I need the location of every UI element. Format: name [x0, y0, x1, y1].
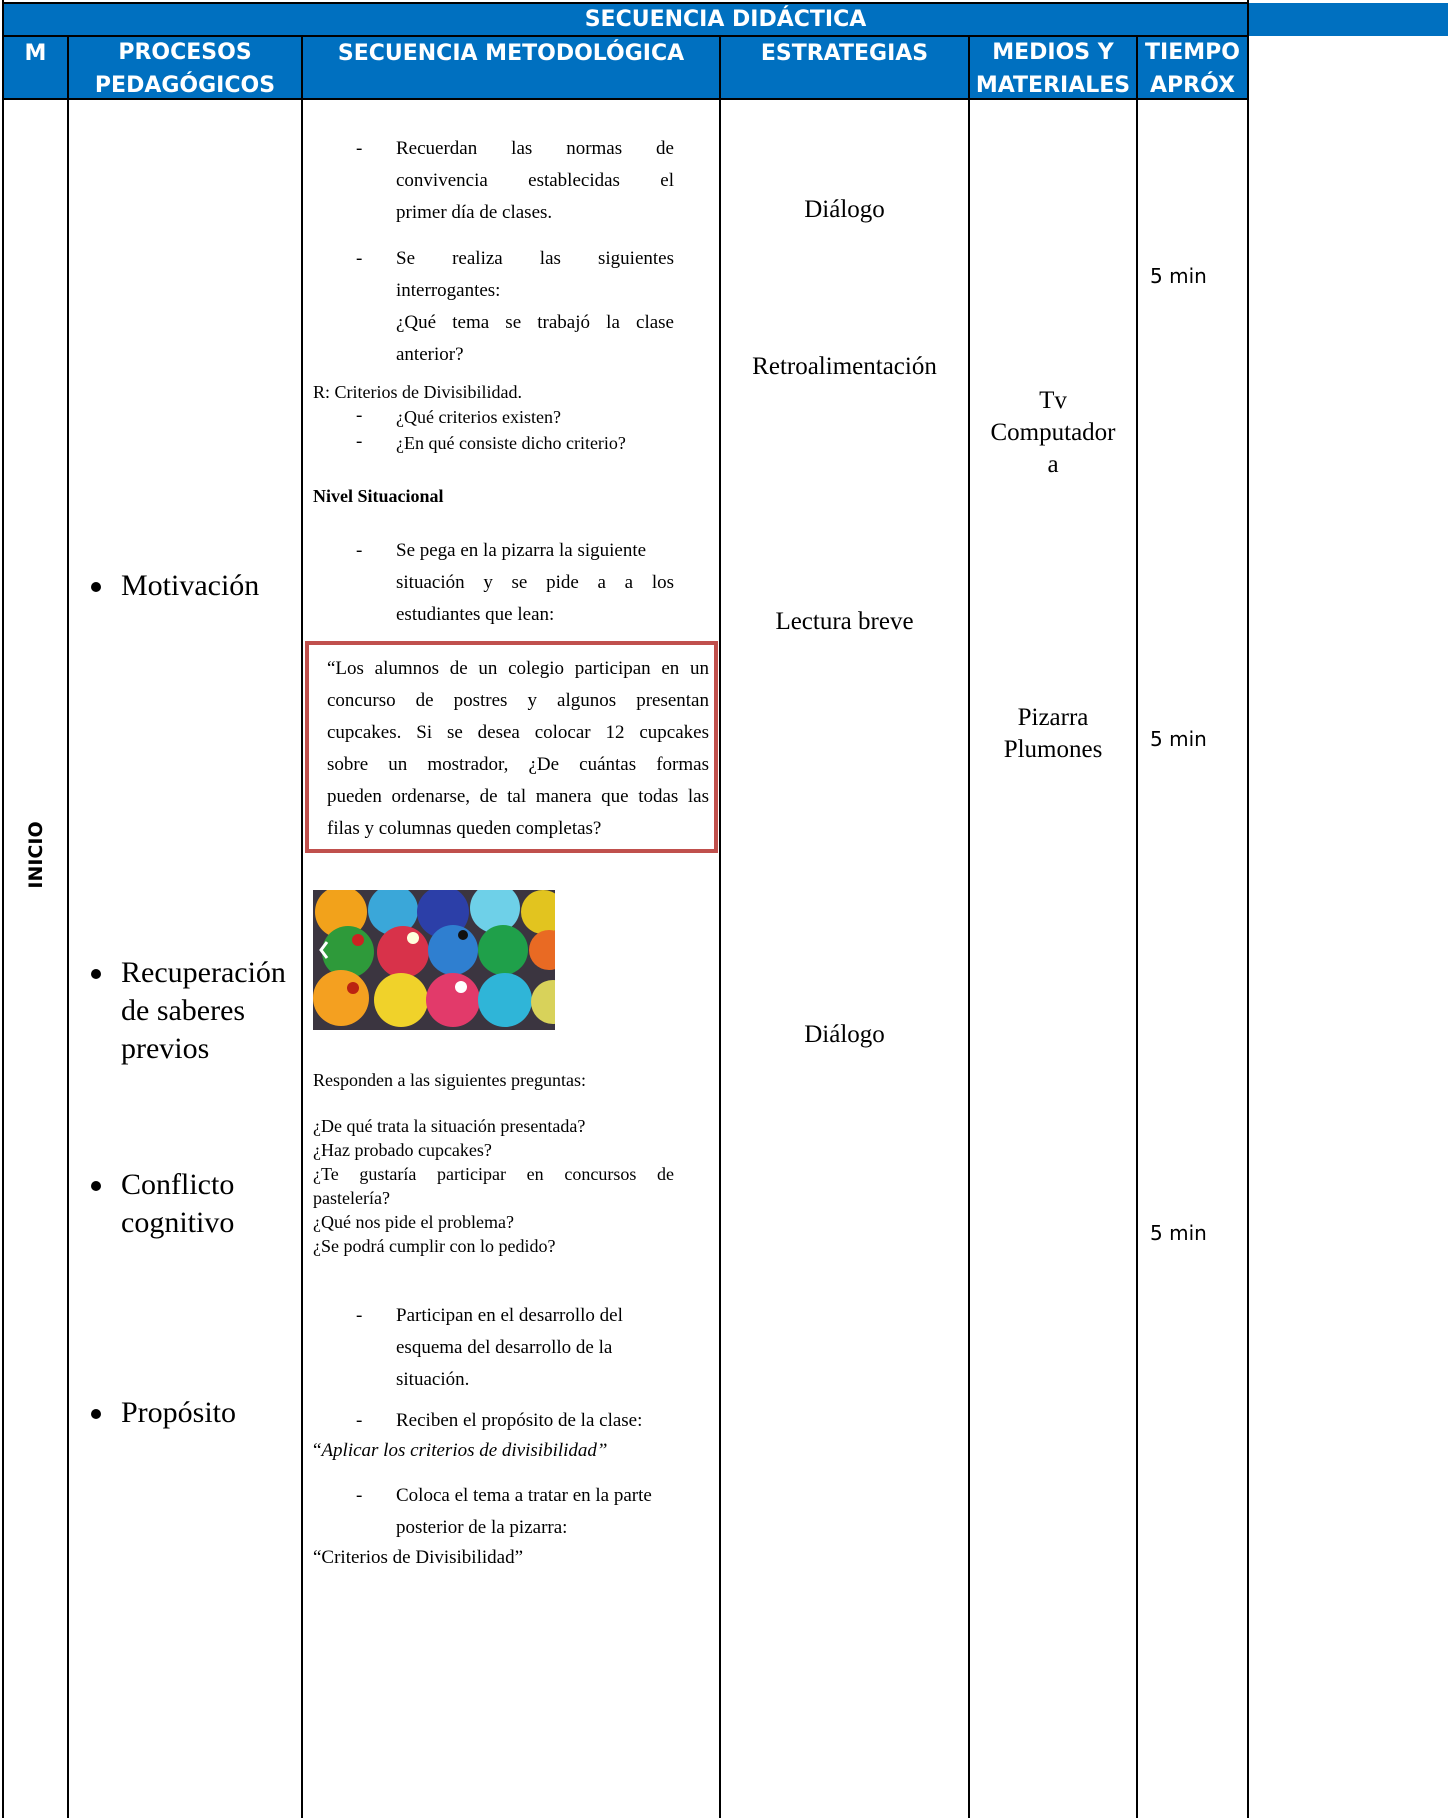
- header-tiempo-line1: TIEMPO: [1145, 40, 1240, 65]
- divider-secuencia: [719, 35, 721, 1818]
- secuencia-item-interrogantes: [396, 243, 674, 371]
- table-title: SECUENCIA DIDÁCTICA: [3, 3, 1448, 36]
- left-border: [2, 0, 4, 1818]
- top-border: [2, 2, 1249, 4]
- header-tiempo-line2: APRÓX: [1150, 73, 1235, 98]
- title-divider: [2, 35, 1249, 37]
- proposito-text: Aplicar los criterios de divisibilidad: [321, 1440, 597, 1461]
- estrategia-dialogo-1: Diálogo: [804, 196, 885, 223]
- divider-medios: [1136, 35, 1138, 1818]
- cupcakes-image: [313, 890, 555, 1030]
- item2-line2: interrogantes:: [396, 280, 501, 301]
- column-header-secuencia: [302, 36, 720, 99]
- medio-computadora-end: a: [1047, 451, 1059, 478]
- item1-line1: Recuerdan las normas de: [396, 138, 674, 159]
- medio-computadora: Computador: [990, 419, 1116, 446]
- pregunta-3-line2: pastelería?: [313, 1188, 390, 1208]
- respuesta-text: R: Criterios de Divisibilidad.: [313, 382, 522, 402]
- responden-text: Responden a las siguientes preguntas:: [313, 1070, 586, 1090]
- header-estrategias-label: ESTRATEGIAS: [760, 41, 929, 66]
- pregunta-consiste: ¿En qué consiste dicho criterio?: [396, 433, 626, 453]
- dash-marker: -: [356, 405, 363, 426]
- secuencia-item-situacion: [396, 535, 674, 631]
- item1-line2: convivencia establecidas el: [396, 170, 674, 191]
- item6-line2: posterior de la pizarra:: [396, 1517, 568, 1538]
- estrategia-lectura: Lectura breve: [775, 608, 914, 635]
- pregunta-3-line1: ¿Te gustaría participar en concursos de: [313, 1164, 674, 1184]
- pregunta-4: ¿Qué nos pide el problema?: [313, 1212, 514, 1232]
- proposito-quote: “Aplicar los criterios de divisibilidad”: [313, 1440, 608, 1461]
- box-line6: filas y columnas queden completas?: [327, 818, 602, 839]
- box-line3: cupcakes. Si se desea colocar 12 cupcakes: [327, 722, 709, 743]
- nivel-situacional: Nivel Situacional: [313, 486, 444, 506]
- pregunta-1: ¿De qué trata la situación presentada?: [313, 1116, 586, 1136]
- right-border: [1247, 0, 1249, 1818]
- header-m-label: M: [24, 41, 47, 66]
- bullet-icon: [91, 1181, 101, 1191]
- situacion-problema-box: [305, 641, 718, 853]
- header-procesos-line2: PEDAGÓGICOS: [94, 73, 276, 98]
- dash-marker: -: [356, 1485, 363, 1506]
- item4-line3: situación.: [396, 1369, 470, 1390]
- column-header-estrategias: [720, 36, 969, 99]
- dash-marker: -: [356, 540, 363, 561]
- proceso-recuperacion-line2: de saberes: [121, 994, 246, 1027]
- item2-line4: anterior?: [396, 344, 464, 365]
- secuencia-item-proposito: Reciben el propósito de la clase:: [396, 1410, 643, 1431]
- item3-line1: Se pega en la pizarra la siguiente: [396, 540, 647, 561]
- item4-line2: esquema del desarrollo de la: [396, 1337, 613, 1358]
- medio-pizarra: Pizarra: [1017, 704, 1089, 731]
- divider-procesos: [301, 35, 303, 1818]
- dash-marker: -: [356, 431, 363, 452]
- secuencia-item-esquema: [396, 1300, 623, 1396]
- header-medios-line2: MATERIALES: [975, 73, 1131, 98]
- tiempo-3: 5 min: [1150, 1221, 1207, 1245]
- proceso-conflicto: [121, 1163, 234, 1245]
- estrategia-dialogo-2: Diálogo: [804, 1021, 885, 1048]
- proceso-motivacion: Motivación: [121, 569, 260, 602]
- estrategia-retroalimentacion: Retroalimentación: [752, 353, 937, 380]
- medio-plumones: Plumones: [1003, 736, 1103, 763]
- proceso-conflicto-line1: Conflicto: [121, 1168, 235, 1201]
- item2-line3: ¿Qué tema se trabajó la clase: [396, 312, 674, 333]
- divider-estrategias: [968, 35, 970, 1818]
- pregunta-criterios: ¿Qué criterios existen?: [396, 407, 561, 427]
- header-medios-line1: MEDIOS Y: [992, 40, 1114, 65]
- secuencia-item-normas: [396, 133, 674, 229]
- header-procesos-line1: PROCESOS: [118, 40, 252, 65]
- dash-marker: -: [356, 138, 363, 159]
- medios-pizarra-plumones: [969, 702, 1137, 766]
- box-line5: pueden ordenarse, de tal manera que todas las: [327, 786, 709, 807]
- preguntas-list: [313, 1114, 674, 1258]
- pregunta-5: ¿Se podrá cumplir con lo pedido?: [313, 1236, 556, 1256]
- bullet-icon: [91, 1409, 101, 1419]
- item2-line1: Se realiza las siguientes: [396, 248, 674, 269]
- header-secuencia-label: SECUENCIA METODOLÓGICA: [337, 41, 685, 66]
- proceso-recuperacion-line1: Recuperación: [121, 956, 286, 989]
- item3-line3: estudiantes que lean:: [396, 604, 555, 625]
- column-header-procesos: [68, 36, 302, 99]
- item1-line3: primer día de clases.: [396, 202, 553, 223]
- medios-tv-computadora: [969, 385, 1137, 481]
- box-line1: “Los alumnos de un colegio participan en un: [327, 658, 709, 679]
- dash-marker: -: [356, 1410, 363, 1431]
- tema-text: “Criterios de Divisibilidad”: [313, 1547, 524, 1568]
- bullet-icon: [91, 582, 101, 592]
- bullet-icon: [91, 969, 101, 979]
- tiempo-2: 5 min: [1150, 727, 1207, 751]
- proceso-recuperacion-line3: previos: [121, 1032, 210, 1065]
- column-header-m: [3, 36, 68, 99]
- box-line4: sobre un mostrador, ¿De cuántas formas: [327, 754, 709, 775]
- dash-marker: -: [356, 1305, 363, 1326]
- item3-line2: situación y se pide a a los: [396, 572, 674, 593]
- column-header-tiempo: [1137, 36, 1248, 99]
- column-header-medios: [969, 36, 1137, 99]
- situacion-problema-text: [327, 653, 709, 845]
- moment-label: INICIO: [25, 821, 47, 889]
- proceso-proposito: Propósito: [121, 1396, 237, 1429]
- tiempo-1: 5 min: [1150, 264, 1207, 288]
- divider-m: [67, 35, 69, 1818]
- cupcakes-illustration: [313, 890, 555, 1030]
- box-line2: concurso de postres y algunos presentan: [327, 690, 709, 711]
- dash-marker: -: [356, 248, 363, 269]
- item6-line1: Coloca el tema a tratar en la parte: [396, 1485, 652, 1506]
- pregunta-2: ¿Haz probado cupcakes?: [313, 1140, 492, 1160]
- medio-tv: Tv: [1039, 387, 1067, 414]
- proceso-conflicto-line2: cognitivo: [121, 1206, 235, 1239]
- header-divider: [2, 98, 1249, 100]
- proceso-recuperacion: [121, 951, 286, 1071]
- secuencia-item-tema: [396, 1480, 652, 1544]
- item4-line1: Participan en el desarrollo del: [396, 1305, 623, 1326]
